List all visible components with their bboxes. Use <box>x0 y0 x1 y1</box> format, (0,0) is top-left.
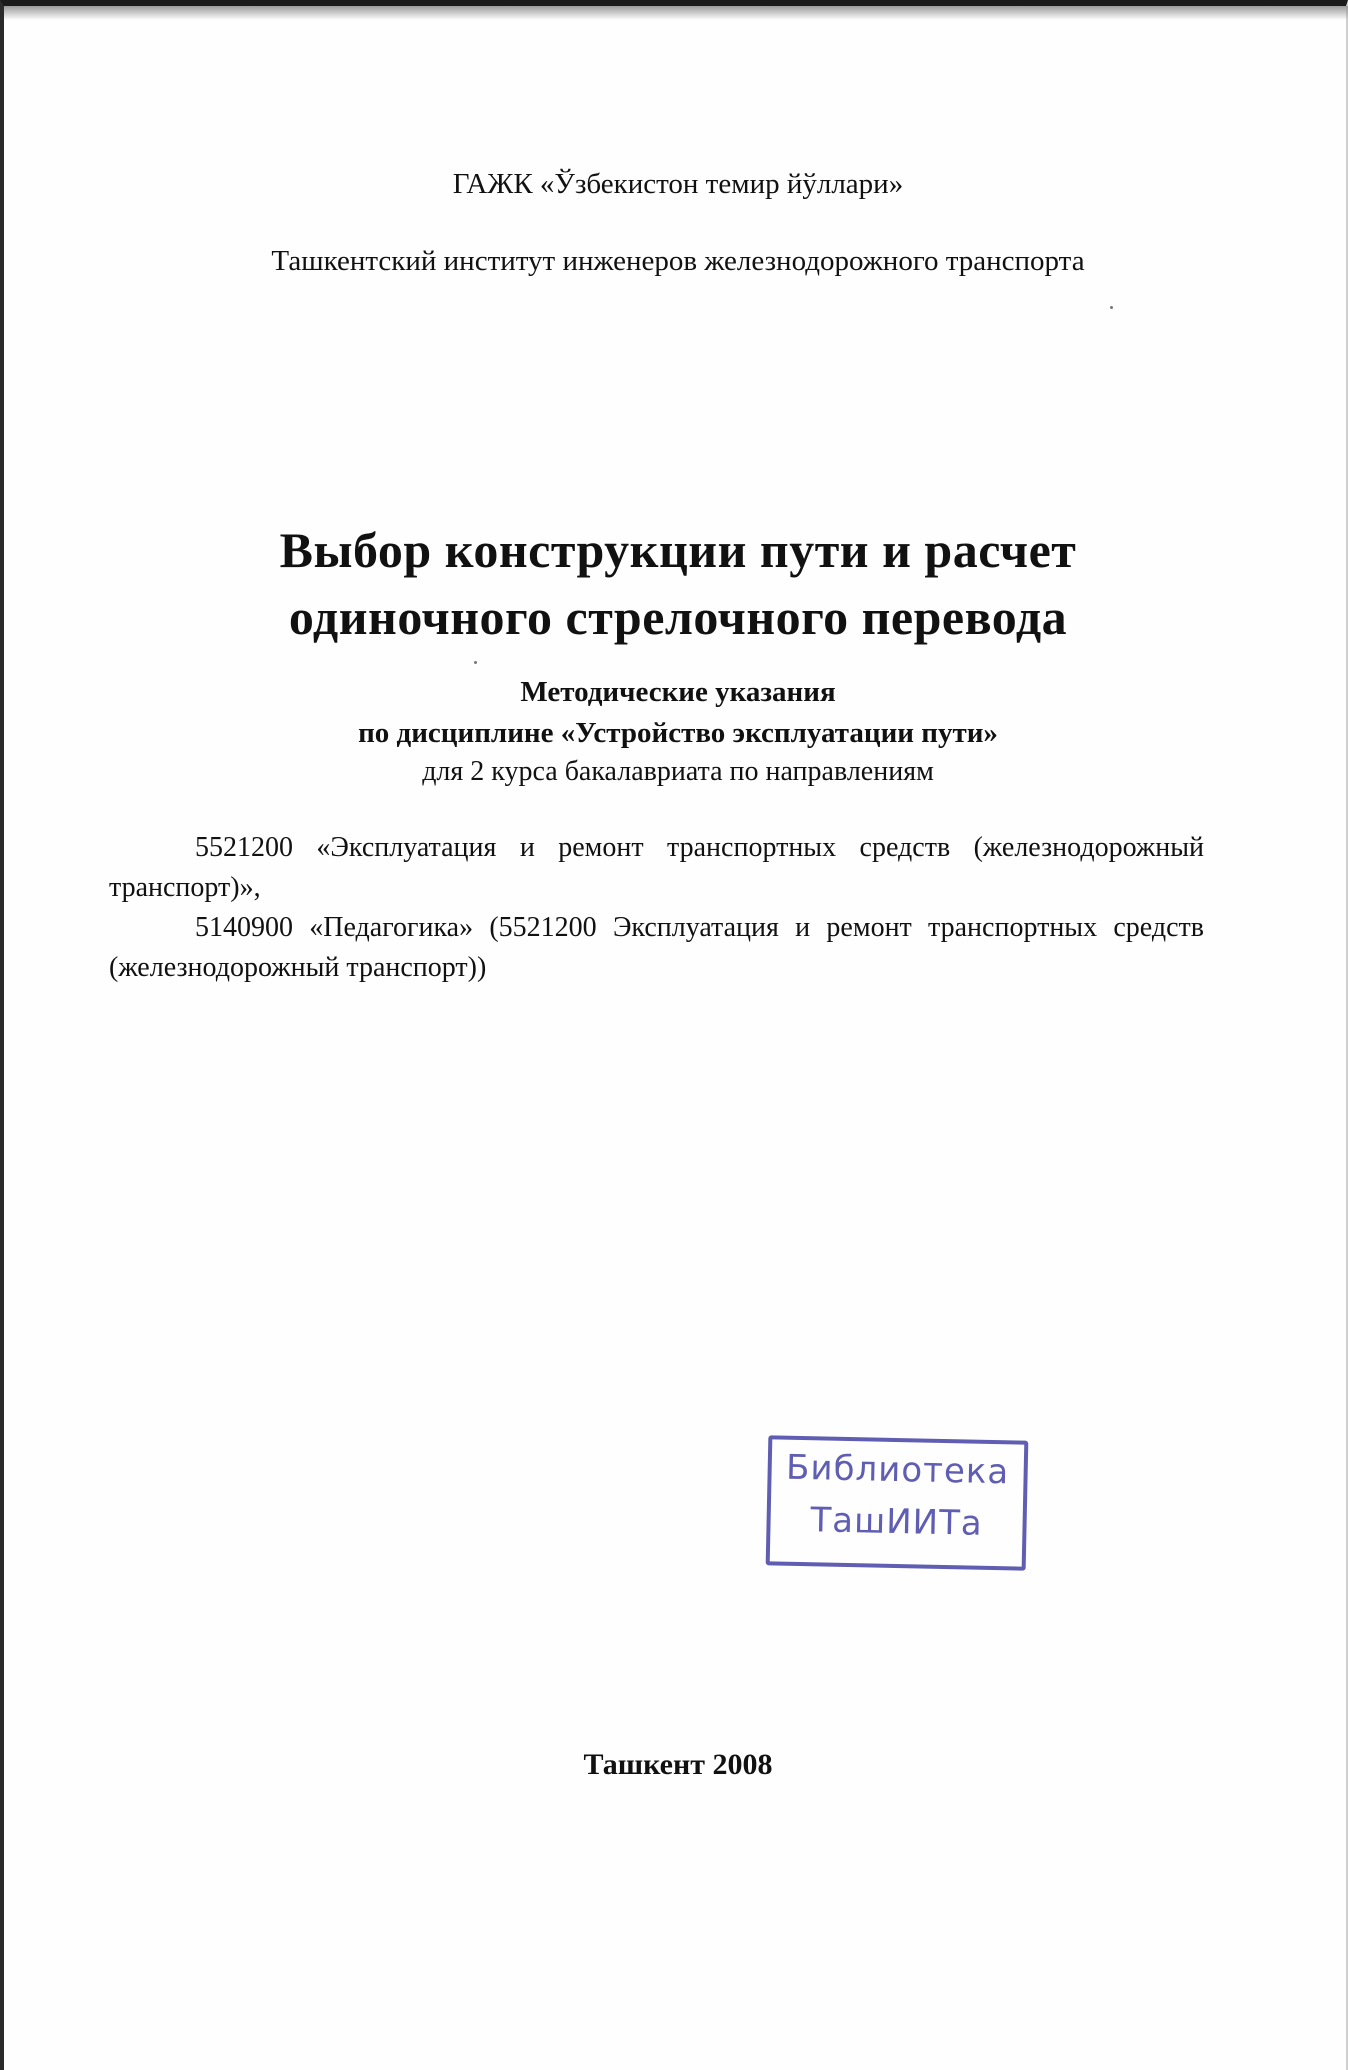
audience-description: для 2 курса бакалавриата по направлениям <box>422 756 934 787</box>
document-type: Методические указания <box>520 676 836 708</box>
stamp-text-line-1: Библиотека <box>785 1447 1010 1493</box>
document-title-line-1: Выбор конструкции пути и расчет <box>279 522 1077 578</box>
stamp-text-line-2: ТашИИТа <box>810 1500 984 1544</box>
specialty-item: 5140900 «Педагогика» (5521200 Эксплуатация и ремонт транспортных средств (железнодорожный транспорт)) <box>109 912 1204 983</box>
scan-speck <box>1110 306 1113 309</box>
scan-edge-shadow <box>4 6 1348 20</box>
document-title-line-2: одиночного стрелочного перевода <box>288 589 1068 645</box>
library-stamp <box>766 1435 1029 1570</box>
organization-name: ГАЖК «Ўзбекистон темир йўллари» <box>452 168 904 200</box>
institute-name: Ташкентский институт инженеров железнодорожного транспорта <box>271 245 1085 277</box>
scan-speck <box>474 661 477 664</box>
discipline-name: по дисциплине «Устройство эксплуатации пути» <box>358 717 998 749</box>
specialty-item: 5521200 «Эксплуатация и ремонт транспортных средств (железнодорожный транспорт)», <box>109 832 1204 903</box>
city-and-year: Ташкент 2008 <box>583 1748 773 1781</box>
